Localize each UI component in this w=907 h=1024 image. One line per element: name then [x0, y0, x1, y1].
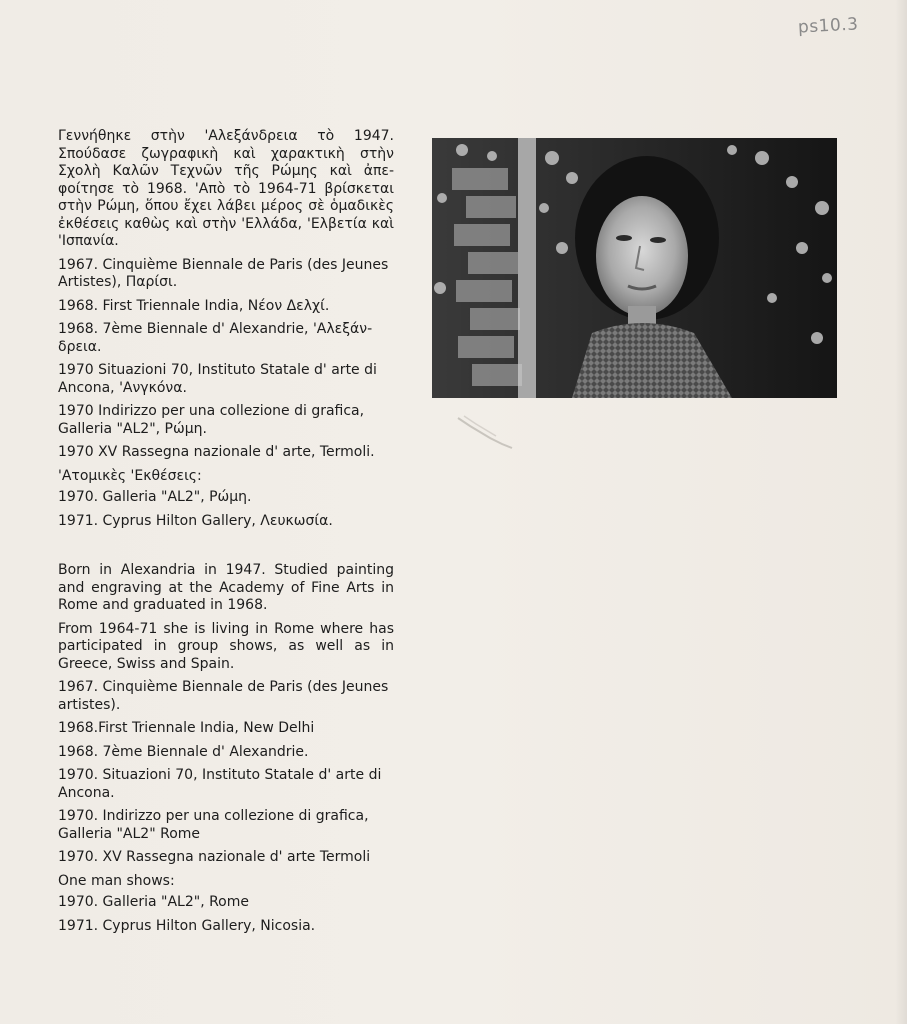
portrait-photo: [432, 138, 837, 398]
english-entry: 1970. Indirizzo per una collezione di grafica, Galleria "AL2" Rome: [58, 808, 369, 842]
greek-entry: 1970 Indirizzo per una collezione di grafica, Galleria "AL2", Ρώμη.: [58, 403, 365, 437]
english-entry: 1968. 7ème Biennale d' Alexandrie.: [58, 743, 309, 760]
ink-smudge: [456, 412, 516, 452]
english-entry: 1968.First Triennale India, New Delhi: [58, 720, 315, 736]
greek-entry: 1968. 7ème Biennale d' Alexandrie, 'Αλεξάν- δρεια.: [58, 321, 373, 355]
english-biography: Born in Alexandria in 1947. Studied painting and engraving at the Academy of Fine Arts in Rome and graduated in 1968.: [58, 562, 394, 613]
english-entry: 1970. Situazioni 70, Instituto Statale d' arte di Ancona.: [58, 767, 382, 801]
english-solo-shows-heading: One man shows:: [58, 872, 175, 889]
biography-column: [58, 128, 394, 941]
greek-entry: 1971. Cyprus Hilton Gallery, Λευκωσία.: [58, 512, 333, 529]
greek-entry: 1970. Galleria "AL2", Ρώμη.: [58, 489, 252, 505]
greek-entry: 1967. Cinquième Biennale de Paris (des Jeunes Artistes), Παρίσι.: [58, 256, 389, 290]
portrait-photo-icon: [432, 138, 837, 398]
handwritten-catalog-mark: ps10.3: [797, 14, 859, 38]
greek-entry: 1970 XV Rassegna nazionale d' arte, Termoli.: [58, 444, 375, 460]
english-entry: 1970. Galleria "AL2", Rome: [58, 894, 250, 910]
english-entry: 1970. XV Rassegna nazionale d' arte Termoli: [58, 849, 371, 865]
greek-biography: Γεννήθηκε στὴν 'Αλεξάνδρεια τὸ 1947. Σπούδασε ζωγραφικὴ καὶ χαρακτικὴ στὴν Σχολὴ Καλῶν Τεχνῶν τῆς Ρώμης καὶ ἀπε- φοίτησε τὸ 1968. 'Απὸ τὸ 1964-71 βρίσκεται στὴν Ρώμη, ὅπου ἔχει λάβει μέρος σὲ ὁμαδικὲς ἐκθέσεις καθὼς καὶ στὴν 'Ελλάδα, 'Ελβετία καὶ 'Ισπανία.: [58, 128, 394, 249]
greek-solo-shows-heading: 'Ατομικὲς 'Εκθέσεις:: [58, 467, 202, 484]
english-entry: 1967. Cinquième Biennale de Paris (des Jeunes artistes).: [58, 679, 389, 713]
section-divider: [58, 536, 394, 562]
greek-entry: 1968. First Triennale India, Νέον Δελχί.: [58, 297, 330, 314]
english-entry: From 1964-71 she is living in Rome where has participated in group shows, as well as in Greece, Swiss and Spain.: [58, 620, 394, 672]
greek-entry: 1970 Situazioni 70, Instituto Statale d' arte di Ancona, 'Ανγκόνα.: [58, 362, 377, 396]
english-entry: 1971. Cyprus Hilton Gallery, Nicosia.: [58, 917, 316, 934]
